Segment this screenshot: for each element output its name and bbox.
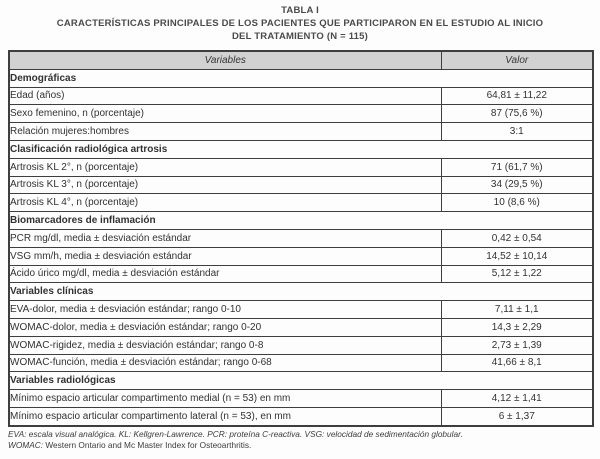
value-cell: 0,42 ± 0,54 <box>441 229 593 247</box>
value-cell: 2,73 ± 1,39 <box>441 336 593 354</box>
value-cell: 5,12 ± 1,22 <box>441 265 593 283</box>
table-row <box>9 407 593 425</box>
table-row <box>9 336 593 354</box>
variable-cell: Relación mujeres:hombres <box>9 123 441 141</box>
variable-cell: Artrosis KL 3°, n (porcentaje) <box>9 176 441 194</box>
value-cell: 87 (75,6 %) <box>441 105 593 123</box>
variable-cell: EVA-dolor, media ± desviación estándar; rango 0-10 <box>9 301 441 319</box>
value-cell: 41,66 ± 8,1 <box>441 354 593 372</box>
table-row <box>9 87 593 105</box>
variable-cell: Mínimo espacio articular compartimento medial (n = 53) en mm <box>9 390 441 408</box>
table-row <box>9 229 593 247</box>
table-row <box>9 158 593 176</box>
value-cell: 34 (29,5 %) <box>441 176 593 194</box>
variable-cell: Edad (años) <box>9 87 441 105</box>
section-header-cell: Demográficas <box>9 69 593 87</box>
footnote-womac-abbr: WOMAC: <box>8 439 44 450</box>
footnote-line1: EVA: escala visual analógica. KL: Kellgren-Lawrence. PCR: proteína C-reactiva. VSG: velocidad de sedimentación globular. <box>8 429 463 439</box>
value-cell: 3:1 <box>441 123 593 141</box>
table-row <box>9 354 593 372</box>
variable-cell: Mínimo espacio articular compartimento lateral (n = 53), en mm <box>9 407 441 425</box>
table-subtitle-line2: DEL TRATAMIENTO (N = 115) <box>232 31 368 42</box>
value-cell: 71 (61,7 %) <box>441 158 593 176</box>
value-cell: 14,52 ± 10,14 <box>441 247 593 265</box>
variable-cell: Artrosis KL 4°, n (porcentaje) <box>9 194 441 212</box>
variable-cell: VSG mm/h, media ± desviación estándar <box>9 247 441 265</box>
title-block <box>0 4 600 43</box>
table-body <box>9 69 593 425</box>
section-header-cell: Variables clínicas <box>9 283 593 301</box>
column-header-valor: Valor <box>441 51 593 69</box>
value-cell: 64,81 ± 11,22 <box>441 87 593 105</box>
section-row <box>9 140 593 158</box>
characteristics-table <box>8 50 594 427</box>
section-header-cell: Variables radiológicas <box>9 372 593 390</box>
variable-cell: Ácido úrico mg/dl, media ± desviación estándar <box>9 265 441 283</box>
table-row <box>9 176 593 194</box>
footnote-womac-text: Western Ontario and Mc Master Index for Osteoarthritis. <box>43 439 252 450</box>
value-cell: 10 (8,6 %) <box>441 194 593 212</box>
column-header-variables: Variables <box>9 51 441 69</box>
variable-cell: Artrosis KL 2°, n (porcentaje) <box>9 158 441 176</box>
table-row <box>9 318 593 336</box>
section-row <box>9 372 593 390</box>
table-row <box>9 105 593 123</box>
variable-cell: PCR mg/dl, media ± desviación estándar <box>9 229 441 247</box>
value-cell: 7,11 ± 1,1 <box>441 301 593 319</box>
table-row <box>9 247 593 265</box>
variable-cell: WOMAC-rigidez, media ± desviación estándar; rango 0-8 <box>9 336 441 354</box>
table-row <box>9 390 593 408</box>
footnote <box>8 429 592 450</box>
variable-cell: WOMAC-dolor, media ± desviación estándar; rango 0-20 <box>9 318 441 336</box>
table-number-title: TABLA I <box>281 5 319 16</box>
value-cell: 6 ± 1,37 <box>441 407 593 425</box>
table-row <box>9 123 593 141</box>
variable-cell: Sexo femenino, n (porcentaje) <box>9 105 441 123</box>
table-subtitle-line1: CARACTERÍSTICAS PRINCIPALES DE LOS PACIENTES QUE PARTICIPARON EN EL ESTUDIO AL INICIO <box>56 18 544 29</box>
variable-cell: WOMAC-función, media ± desviación estándar; rango 0-68 <box>9 354 441 372</box>
section-header-cell: Biomarcadores de inflamación <box>9 212 593 230</box>
section-row <box>9 283 593 301</box>
table-row <box>9 194 593 212</box>
value-cell: 14,3 ± 2,29 <box>441 318 593 336</box>
section-header-cell: Clasificación radiológica artrosis <box>9 140 593 158</box>
section-row <box>9 212 593 230</box>
table-row <box>9 301 593 319</box>
column-header-row <box>9 51 593 69</box>
value-cell: 4,12 ± 1,41 <box>441 390 593 408</box>
table-row <box>9 265 593 283</box>
section-row <box>9 69 593 87</box>
